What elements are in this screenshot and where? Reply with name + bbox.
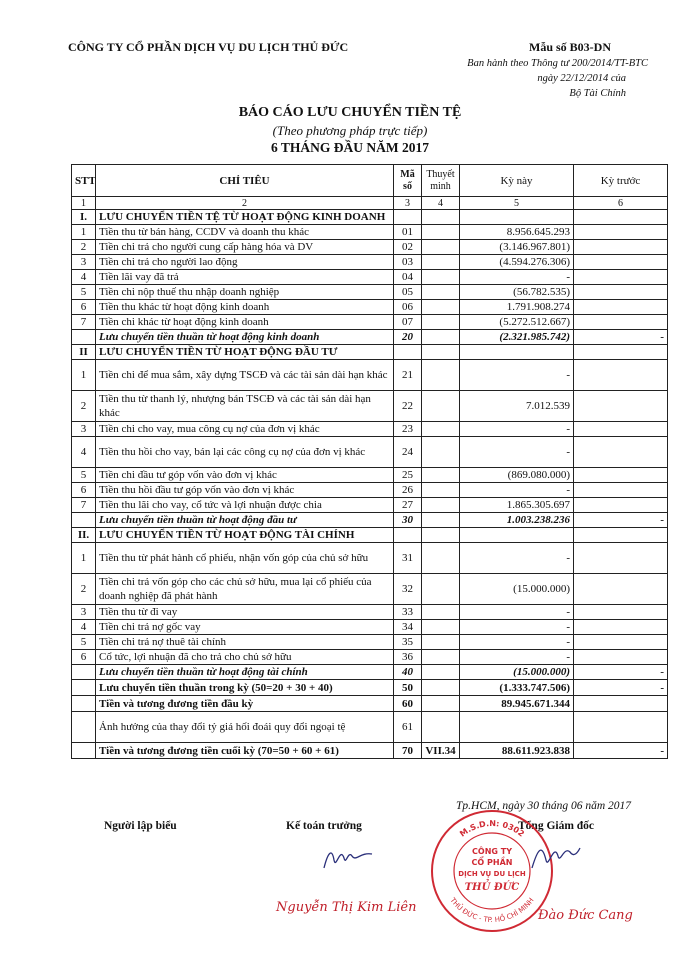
row-current bbox=[460, 210, 574, 225]
row-previous bbox=[574, 468, 668, 483]
row-previous bbox=[574, 240, 668, 255]
row-stt: 2 bbox=[72, 391, 96, 422]
company-name: CÔNG TY CỔ PHẦN DỊCH VỤ DU LỊCH THỦ ĐỨC bbox=[68, 40, 349, 54]
row-stt: 7 bbox=[72, 498, 96, 513]
stamp-line-2: CỔ PHẦN bbox=[471, 858, 513, 867]
row-previous: - bbox=[574, 330, 668, 345]
index-cell: 1 bbox=[72, 197, 96, 210]
row-stt: 5 bbox=[72, 285, 96, 300]
header-item: CHỈ TIÊU bbox=[96, 165, 394, 197]
row-stt: 6 bbox=[72, 650, 96, 665]
row-current bbox=[460, 712, 574, 743]
row-note bbox=[422, 680, 460, 696]
row-previous bbox=[574, 528, 668, 543]
table-row bbox=[72, 605, 668, 620]
preparer-role: Người lập biểu bbox=[104, 820, 177, 832]
row-current: 1.865.305.697 bbox=[460, 498, 574, 513]
row-code: 61 bbox=[394, 712, 422, 743]
row-previous bbox=[574, 696, 668, 712]
row-stt: 1 bbox=[72, 225, 96, 240]
row-code: 25 bbox=[394, 468, 422, 483]
row-previous bbox=[574, 255, 668, 270]
row-code: 32 bbox=[394, 574, 422, 605]
row-item: Cổ tức, lợi nhuận đã cho trả cho chủ sở hữu bbox=[96, 650, 394, 665]
row-current: - bbox=[460, 650, 574, 665]
row-note bbox=[422, 330, 460, 345]
table-row bbox=[72, 270, 668, 285]
row-item: Tiền và tương đương tiền đầu kỳ bbox=[96, 696, 394, 712]
row-code: 70 bbox=[394, 743, 422, 759]
row-current: - bbox=[460, 543, 574, 574]
row-note bbox=[422, 225, 460, 240]
row-note bbox=[422, 468, 460, 483]
row-code: 60 bbox=[394, 696, 422, 712]
row-item: Tiền thu khác từ hoạt động kinh doanh bbox=[96, 300, 394, 315]
row-item: Lưu chuyển tiền thuần từ hoạt động đầu tư bbox=[96, 513, 394, 528]
row-item: Tiền thu lãi cho vay, cổ tức và lợi nhuận được chia bbox=[96, 498, 394, 513]
table-row bbox=[72, 300, 668, 315]
row-stt: II bbox=[72, 345, 96, 360]
stamp-line-4: THỦ ĐỨC bbox=[464, 882, 520, 893]
index-cell: 4 bbox=[422, 197, 460, 210]
table-row bbox=[72, 696, 668, 712]
table-row bbox=[72, 528, 668, 543]
row-note bbox=[422, 391, 460, 422]
row-stt: 4 bbox=[72, 437, 96, 468]
row-code: 31 bbox=[394, 543, 422, 574]
row-previous bbox=[574, 391, 668, 422]
row-note bbox=[422, 696, 460, 712]
row-current: (15.000.000) bbox=[460, 665, 574, 680]
stamp-line-1: CÔNG TY bbox=[472, 847, 512, 856]
row-code: 22 bbox=[394, 391, 422, 422]
row-previous bbox=[574, 620, 668, 635]
table-row bbox=[72, 240, 668, 255]
row-stt bbox=[72, 665, 96, 680]
table-row bbox=[72, 498, 668, 513]
table-row bbox=[72, 330, 668, 345]
row-previous bbox=[574, 270, 668, 285]
row-item: LƯU CHUYỂN TIỀN TỆ TỪ HOẠT ĐỘNG KINH DOANH bbox=[96, 210, 394, 225]
row-current: (1.333.747.506) bbox=[460, 680, 574, 696]
table-row bbox=[72, 285, 668, 300]
row-code: 07 bbox=[394, 315, 422, 330]
row-stt bbox=[72, 330, 96, 345]
sign-date: Tp.HCM, ngày 30 tháng 06 năm 2017 bbox=[456, 800, 632, 812]
row-code: 26 bbox=[394, 483, 422, 498]
row-item: Tiền chi cho vay, mua công cụ nợ của đơn vị khác bbox=[96, 422, 394, 437]
row-note bbox=[422, 270, 460, 285]
row-note bbox=[422, 605, 460, 620]
table-row bbox=[72, 468, 668, 483]
row-note bbox=[422, 635, 460, 650]
issued-by bbox=[467, 56, 648, 101]
row-code: 21 bbox=[394, 360, 422, 391]
accountant-signature bbox=[318, 840, 378, 874]
row-note bbox=[422, 437, 460, 468]
row-code: 20 bbox=[394, 330, 422, 345]
row-current: - bbox=[460, 635, 574, 650]
row-note bbox=[422, 300, 460, 315]
row-previous bbox=[574, 210, 668, 225]
row-stt bbox=[72, 513, 96, 528]
row-previous: - bbox=[574, 680, 668, 696]
row-item: Lưu chuyển tiền thuần từ hoạt động tài chính bbox=[96, 665, 394, 680]
row-item: Tiền chi trả cho người lao động bbox=[96, 255, 394, 270]
director-role: Tổng Giám đốc bbox=[518, 820, 595, 832]
accountant-name: Nguyễn Thị Kim Liên bbox=[276, 900, 417, 915]
row-note bbox=[422, 574, 460, 605]
row-note bbox=[422, 345, 460, 360]
row-current: 8.956.645.293 bbox=[460, 225, 574, 240]
row-code: 24 bbox=[394, 437, 422, 468]
table-row bbox=[72, 665, 668, 680]
issued-line-1: Ban hành theo Thông tư 200/2014/TT-BTC bbox=[467, 58, 648, 69]
table-row bbox=[72, 225, 668, 240]
index-cell: 6 bbox=[574, 197, 668, 210]
row-stt: 6 bbox=[72, 300, 96, 315]
row-note bbox=[422, 528, 460, 543]
row-code: 02 bbox=[394, 240, 422, 255]
row-item: Lưu chuyển tiền thuần trong kỳ (50=20 + 30 + 40) bbox=[96, 680, 394, 696]
table-row bbox=[72, 635, 668, 650]
row-current: (869.080.000) bbox=[460, 468, 574, 483]
row-current bbox=[460, 528, 574, 543]
row-stt: 3 bbox=[72, 605, 96, 620]
row-code: 36 bbox=[394, 650, 422, 665]
issued-line-3: Bộ Tài Chính bbox=[569, 88, 626, 99]
table-row bbox=[72, 650, 668, 665]
row-current: (5.272.512.667) bbox=[460, 315, 574, 330]
header-note: Thuyết minh bbox=[422, 165, 460, 197]
svg-text:M.S.D.N: 0302 bbox=[458, 819, 526, 839]
row-current: (15.000.000) bbox=[460, 574, 574, 605]
row-code: 34 bbox=[394, 620, 422, 635]
form-number: Mẫu số B03-DN bbox=[529, 40, 612, 54]
header-previous: Kỳ trước bbox=[574, 165, 668, 197]
row-note bbox=[422, 620, 460, 635]
header-stt: STT bbox=[72, 165, 96, 197]
row-stt bbox=[72, 696, 96, 712]
cash-flow-table bbox=[71, 164, 668, 759]
stamp-ring-top: M.S.D.N: 0302 bbox=[458, 818, 526, 839]
table-row bbox=[72, 210, 668, 225]
report-subtitle: (Theo phương pháp trực tiếp) bbox=[272, 123, 428, 138]
table-row bbox=[72, 712, 668, 743]
row-code: 35 bbox=[394, 635, 422, 650]
row-previous bbox=[574, 422, 668, 437]
row-stt bbox=[72, 743, 96, 759]
row-note bbox=[422, 285, 460, 300]
row-item: LƯU CHUYỂN TIỀN TỪ HOẠT ĐỘNG TÀI CHÍNH bbox=[96, 528, 394, 543]
row-stt: 6 bbox=[72, 483, 96, 498]
table-row bbox=[72, 437, 668, 468]
header-current: Kỳ này bbox=[460, 165, 574, 197]
row-current: - bbox=[460, 620, 574, 635]
index-cell: 3 bbox=[394, 197, 422, 210]
table-row bbox=[72, 391, 668, 422]
row-current: (2.321.985.742) bbox=[460, 330, 574, 345]
issued-line-2: ngày 22/12/2014 của bbox=[537, 73, 626, 84]
table-row bbox=[72, 345, 668, 360]
row-previous bbox=[574, 543, 668, 574]
table-row bbox=[72, 315, 668, 330]
row-stt: 3 bbox=[72, 422, 96, 437]
row-current: - bbox=[460, 422, 574, 437]
table-row bbox=[72, 574, 668, 605]
row-item: Tiền chi trả cho người cung cấp hàng hóa và DV bbox=[96, 240, 394, 255]
table-row bbox=[72, 483, 668, 498]
row-note bbox=[422, 665, 460, 680]
row-item: Tiền chi để mua sắm, xây dựng TSCĐ và các tài sản dài hạn khác bbox=[96, 360, 394, 391]
row-item: Tiền lãi vay đã trả bbox=[96, 270, 394, 285]
row-item: Tiền thu từ thanh lý, nhượng bán TSCĐ và các tài sản dài hạn khác bbox=[96, 391, 394, 422]
row-item: Tiền chi trả nợ thuê tài chính bbox=[96, 635, 394, 650]
row-current: 89.945.671.344 bbox=[460, 696, 574, 712]
row-item: Ảnh hưởng của thay đổi tỷ giá hối đoái quy đổi ngoại tệ bbox=[96, 712, 394, 743]
row-code: 50 bbox=[394, 680, 422, 696]
row-previous bbox=[574, 605, 668, 620]
row-previous bbox=[574, 650, 668, 665]
row-note: VII.34 bbox=[422, 743, 460, 759]
row-current: - bbox=[460, 483, 574, 498]
table-row bbox=[72, 422, 668, 437]
row-code bbox=[394, 345, 422, 360]
row-current: 1.791.908.274 bbox=[460, 300, 574, 315]
table-row bbox=[72, 620, 668, 635]
row-stt: 4 bbox=[72, 270, 96, 285]
index-cell: 5 bbox=[460, 197, 574, 210]
row-previous: - bbox=[574, 743, 668, 759]
row-note bbox=[422, 513, 460, 528]
table-row bbox=[72, 255, 668, 270]
row-stt: 5 bbox=[72, 468, 96, 483]
row-previous bbox=[574, 360, 668, 391]
row-code: 27 bbox=[394, 498, 422, 513]
row-previous: - bbox=[574, 513, 668, 528]
row-stt: 3 bbox=[72, 255, 96, 270]
row-current: (56.782.535) bbox=[460, 285, 574, 300]
header-code: Mã số bbox=[394, 165, 422, 197]
accountant-role: Kế toán trưởng bbox=[286, 820, 362, 832]
row-code: 30 bbox=[394, 513, 422, 528]
row-note bbox=[422, 210, 460, 225]
row-note bbox=[422, 483, 460, 498]
row-previous bbox=[574, 285, 668, 300]
row-code: 40 bbox=[394, 665, 422, 680]
row-previous bbox=[574, 437, 668, 468]
row-code: 33 bbox=[394, 605, 422, 620]
row-note bbox=[422, 650, 460, 665]
table-row bbox=[72, 360, 668, 391]
row-code: 01 bbox=[394, 225, 422, 240]
table-row bbox=[72, 543, 668, 574]
row-item: Tiền thu từ bán hàng, CCDV và doanh thu khác bbox=[96, 225, 394, 240]
row-stt: 2 bbox=[72, 574, 96, 605]
row-item: LƯU CHUYỂN TIỀN TỪ HOẠT ĐỘNG ĐẦU TƯ bbox=[96, 345, 394, 360]
row-item: Tiền thu hồi cho vay, bán lại các công cụ nợ của đơn vị khác bbox=[96, 437, 394, 468]
stamp-line-3: DỊCH VỤ DU LỊCH bbox=[458, 870, 526, 878]
row-note bbox=[422, 360, 460, 391]
row-item: Tiền thu từ phát hành cổ phiếu, nhận vốn góp của chủ sở hữu bbox=[96, 543, 394, 574]
row-stt: 4 bbox=[72, 620, 96, 635]
row-item: Tiền chi trả vốn góp cho các chủ sở hữu, mua lại cổ phiếu của doanh nghiệp đã phát hành bbox=[96, 574, 394, 605]
column-index-row bbox=[72, 197, 668, 210]
report-title: BÁO CÁO LƯU CHUYỂN TIỀN TỆ bbox=[238, 105, 462, 120]
row-current: - bbox=[460, 437, 574, 468]
row-current: - bbox=[460, 360, 574, 391]
row-current: - bbox=[460, 605, 574, 620]
stamp-ring-bottom: THỦ ĐỨC - TP. HỒ CHÍ MINH bbox=[448, 896, 536, 925]
row-previous bbox=[574, 712, 668, 743]
row-stt: 5 bbox=[72, 635, 96, 650]
row-previous bbox=[574, 315, 668, 330]
row-previous: - bbox=[574, 665, 668, 680]
row-stt: 7 bbox=[72, 315, 96, 330]
row-item: Tiền chi nộp thuế thu nhập doanh nghiệp bbox=[96, 285, 394, 300]
row-item: Tiền chi đầu tư góp vốn vào đơn vị khác bbox=[96, 468, 394, 483]
row-note bbox=[422, 498, 460, 513]
row-item: Tiền thu từ đi vay bbox=[96, 605, 394, 620]
row-current bbox=[460, 345, 574, 360]
row-current: (4.594.276.306) bbox=[460, 255, 574, 270]
table-row bbox=[72, 680, 668, 696]
row-current: 7.012.539 bbox=[460, 391, 574, 422]
row-previous bbox=[574, 300, 668, 315]
table-row bbox=[72, 743, 668, 759]
row-stt bbox=[72, 712, 96, 743]
row-item: Tiền chi khác từ hoạt động kinh doanh bbox=[96, 315, 394, 330]
row-code: 06 bbox=[394, 300, 422, 315]
report-period: 6 THÁNG ĐẦU NĂM 2017 bbox=[271, 140, 429, 155]
row-current: 88.611.923.838 bbox=[460, 743, 574, 759]
row-code bbox=[394, 528, 422, 543]
row-note bbox=[422, 255, 460, 270]
row-note bbox=[422, 422, 460, 437]
row-stt bbox=[72, 680, 96, 696]
row-note bbox=[422, 240, 460, 255]
row-previous bbox=[574, 574, 668, 605]
row-item: Lưu chuyển tiền thuần từ hoạt động kinh doanh bbox=[96, 330, 394, 345]
row-code: 03 bbox=[394, 255, 422, 270]
row-current: - bbox=[460, 270, 574, 285]
row-current: 1.003.238.236 bbox=[460, 513, 574, 528]
row-stt: II. bbox=[72, 528, 96, 543]
row-code: 04 bbox=[394, 270, 422, 285]
director-signature bbox=[524, 838, 584, 878]
row-previous bbox=[574, 225, 668, 240]
row-stt: 1 bbox=[72, 543, 96, 574]
row-previous bbox=[574, 635, 668, 650]
row-previous bbox=[574, 345, 668, 360]
row-item: Tiền và tương đương tiền cuối kỳ (70=50 + 60 + 61) bbox=[96, 743, 394, 759]
table-row bbox=[72, 513, 668, 528]
row-item: Tiền thu hồi đầu tư góp vốn vào đơn vị khác bbox=[96, 483, 394, 498]
row-note bbox=[422, 315, 460, 330]
index-cell: 2 bbox=[96, 197, 394, 210]
row-stt: 1 bbox=[72, 360, 96, 391]
row-note bbox=[422, 543, 460, 574]
row-item: Tiền chi trả nợ gốc vay bbox=[96, 620, 394, 635]
row-stt: I. bbox=[72, 210, 96, 225]
row-previous bbox=[574, 483, 668, 498]
row-code: 05 bbox=[394, 285, 422, 300]
director-name: Đào Đức Cang bbox=[538, 908, 633, 923]
row-code: 23 bbox=[394, 422, 422, 437]
svg-text:THỦ ĐỨC - TP. HỒ CHÍ MINH bbox=[448, 896, 536, 924]
row-stt: 2 bbox=[72, 240, 96, 255]
row-note bbox=[422, 712, 460, 743]
row-code bbox=[394, 210, 422, 225]
row-previous bbox=[574, 498, 668, 513]
row-current: (3.146.967.801) bbox=[460, 240, 574, 255]
